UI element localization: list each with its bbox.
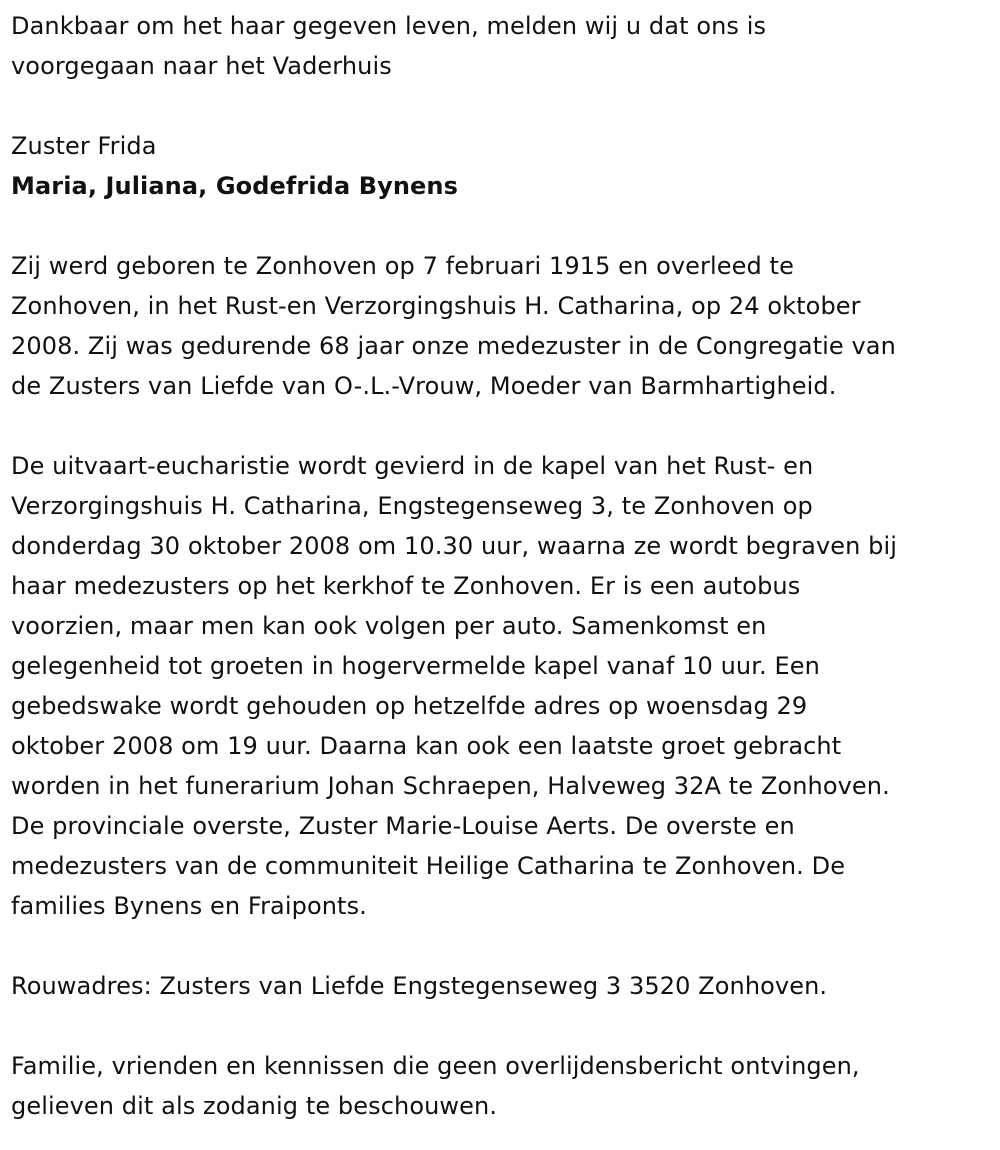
funeral-paragraph	[11, 446, 992, 926]
text-line: voorzien, maar men kan ook volgen per auto. Samenkomst en	[11, 612, 767, 640]
text-line: worden in het funerarium Johan Schraepen, Halveweg 32A te Zonhoven.	[11, 772, 890, 800]
text-line: Familie, vrienden en kennissen die geen overlijdensbericht ontvingen,	[11, 1052, 860, 1080]
paragraph-gap	[11, 206, 992, 246]
text-line: Zij werd geboren te Zonhoven op 7 februari 1915 en overleed te	[11, 252, 794, 280]
religious-name: Zuster Frida	[11, 132, 157, 160]
text-line: gelegenheid tot groeten in hogervermelde kapel vanaf 10 uur. Een	[11, 652, 820, 680]
text-line: families Bynens en Fraiponts.	[11, 892, 367, 920]
deceased-names	[11, 126, 992, 206]
text-line: De provinciale overste, Zuster Marie-Louise Aerts. De overste en	[11, 812, 795, 840]
paragraph-gap	[11, 1006, 992, 1046]
text-line: voorgegaan naar het Vaderhuis	[11, 52, 392, 80]
text-line: de Zusters van Liefde van O-.L.-Vrouw, Moeder van Barmhartigheid.	[11, 372, 837, 400]
paragraph-gap	[11, 86, 992, 126]
text-line: medezusters van de communiteit Heilige Catharina te Zonhoven. De	[11, 852, 846, 880]
text-line: Dankbaar om het haar gegeven leven, melden wij u dat ons is	[11, 12, 767, 40]
text-line: Zonhoven, in het Rust-en Verzorgingshuis H. Catharina, op 24 oktober	[11, 292, 861, 320]
paragraph-gap	[11, 926, 992, 966]
address-paragraph	[11, 966, 992, 1006]
text-line: oktober 2008 om 19 uur. Daarna kan ook een laatste groet gebracht	[11, 732, 842, 760]
text-line: donderdag 30 oktober 2008 om 10.30 uur, waarna ze wordt begraven bij	[11, 532, 898, 560]
closing-paragraph	[11, 1046, 992, 1126]
text-line: gebedswake wordt gehouden op hetzelfde adres op woensdag 29	[11, 692, 808, 720]
text-line: De uitvaart-eucharistie wordt gevierd in de kapel van het Rust- en	[11, 452, 814, 480]
full-name: Maria, Juliana, Godefrida Bynens	[11, 172, 458, 200]
text-line: Rouwadres: Zusters van Liefde Engstegenseweg 3 3520 Zonhoven.	[11, 972, 828, 1000]
biography-paragraph	[11, 246, 992, 406]
intro-paragraph	[11, 6, 992, 86]
text-line: Verzorgingshuis H. Catharina, Engstegenseweg 3, te Zonhoven op	[11, 492, 813, 520]
paragraph-gap	[11, 406, 992, 446]
text-line: haar medezusters op het kerkhof te Zonhoven. Er is een autobus	[11, 572, 801, 600]
text-line: gelieven dit als zodanig te beschouwen.	[11, 1092, 498, 1120]
text-line: 2008. Zij was gedurende 68 jaar onze medezuster in de Congregatie van	[11, 332, 896, 360]
